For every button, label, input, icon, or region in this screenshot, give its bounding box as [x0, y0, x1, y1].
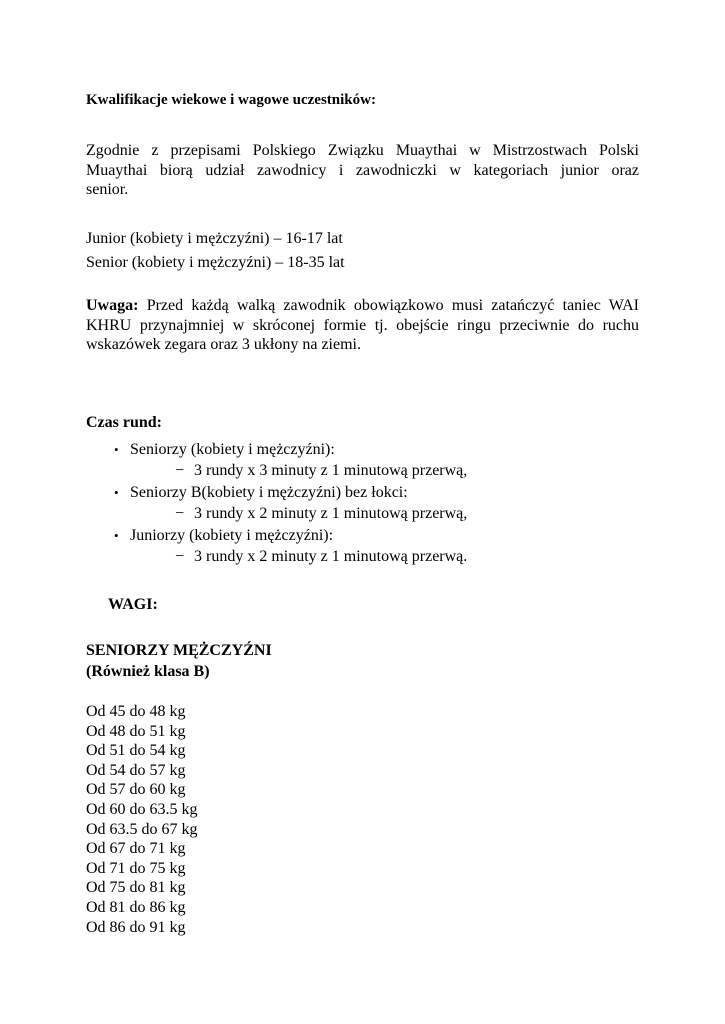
list-item: Od 63.5 do 67 kg: [86, 820, 198, 838]
dash-icon: −: [175, 505, 185, 522]
round-detail: 3 rundy x 3 minuty z 1 minutową przerwą,: [194, 462, 468, 479]
weight-class-list: [86, 702, 198, 937]
round-detail: 3 rundy x 2 minuty z 1 minutową przerwą,: [194, 505, 468, 522]
list-item: Od 45 do 48 kg: [86, 703, 186, 720]
dash-icon: −: [175, 462, 185, 479]
list-item: Od 57 do 60 kg: [86, 781, 186, 799]
intro-line: senior.: [86, 181, 129, 198]
bullet-icon: •: [114, 528, 119, 543]
seniors-men-title: SENIORZY MĘŻCZYŹNI: [86, 642, 272, 659]
round-category: Juniorzy (kobiety i mężczyźni):: [130, 527, 334, 544]
list-item: Od 75 do 81 kg: [86, 879, 186, 897]
seniors-men-subtitle: (Również klasa B): [86, 663, 210, 680]
bullet-icon: •: [114, 485, 119, 500]
note-paragraph: [86, 296, 639, 355]
list-item: Od 86 do 91 kg: [86, 918, 186, 936]
weights-heading: WAGI:: [108, 596, 158, 613]
note-line: [86, 296, 639, 316]
note-text: Przed każdą walką zawodnik obowiązkowo musi zatańczyć taniec WAI: [138, 297, 639, 314]
section-heading-qualifications: Kwalifikacje wiekowe i wagowe uczestników:: [86, 92, 376, 108]
rounds-heading: Czas rund:: [86, 414, 163, 431]
intro-line: Muaythai biorą udział zawodnicy i zawodniczki w kategoriach junior oraz: [86, 161, 639, 179]
age-junior: Junior (kobiety i mężczyźni) – 16-17 lat: [86, 230, 343, 247]
round-category: Seniorzy B(kobiety i mężczyźni) bez łokci:: [130, 484, 408, 501]
round-category: Seniorzy (kobiety i mężczyźni):: [130, 441, 335, 458]
note-line: wskazówek zegara oraz 3 ukłony na ziemi.: [86, 336, 361, 353]
list-item: Od 67 do 71 kg: [86, 840, 186, 858]
list-item: Od 60 do 63.5 kg: [86, 800, 198, 818]
list-item: Od 51 do 54 kg: [86, 742, 186, 760]
bullet-icon: •: [114, 442, 119, 457]
list-item: Od 48 do 51 kg: [86, 722, 186, 740]
note-label: Uwaga:: [86, 297, 139, 314]
list-item: Od 54 do 57 kg: [86, 761, 186, 779]
note-line: KHRU przynajmniej w skróconej formie tj. obejście ringu przeciwnie do ruchu: [86, 316, 639, 334]
list-item: Od 81 do 86 kg: [86, 898, 186, 916]
age-senior: Senior (kobiety i mężczyźni) – 18-35 lat: [86, 254, 345, 271]
intro-line: Zgodnie z przepisami Polskiego Związku Muaythai w Mistrzostwach Polski: [86, 142, 639, 159]
intro-paragraph: [86, 141, 639, 200]
dash-icon: −: [175, 548, 185, 565]
list-item: Od 71 do 75 kg: [86, 859, 186, 877]
round-detail: 3 rundy x 2 minuty z 1 minutową przerwą.: [194, 548, 468, 565]
